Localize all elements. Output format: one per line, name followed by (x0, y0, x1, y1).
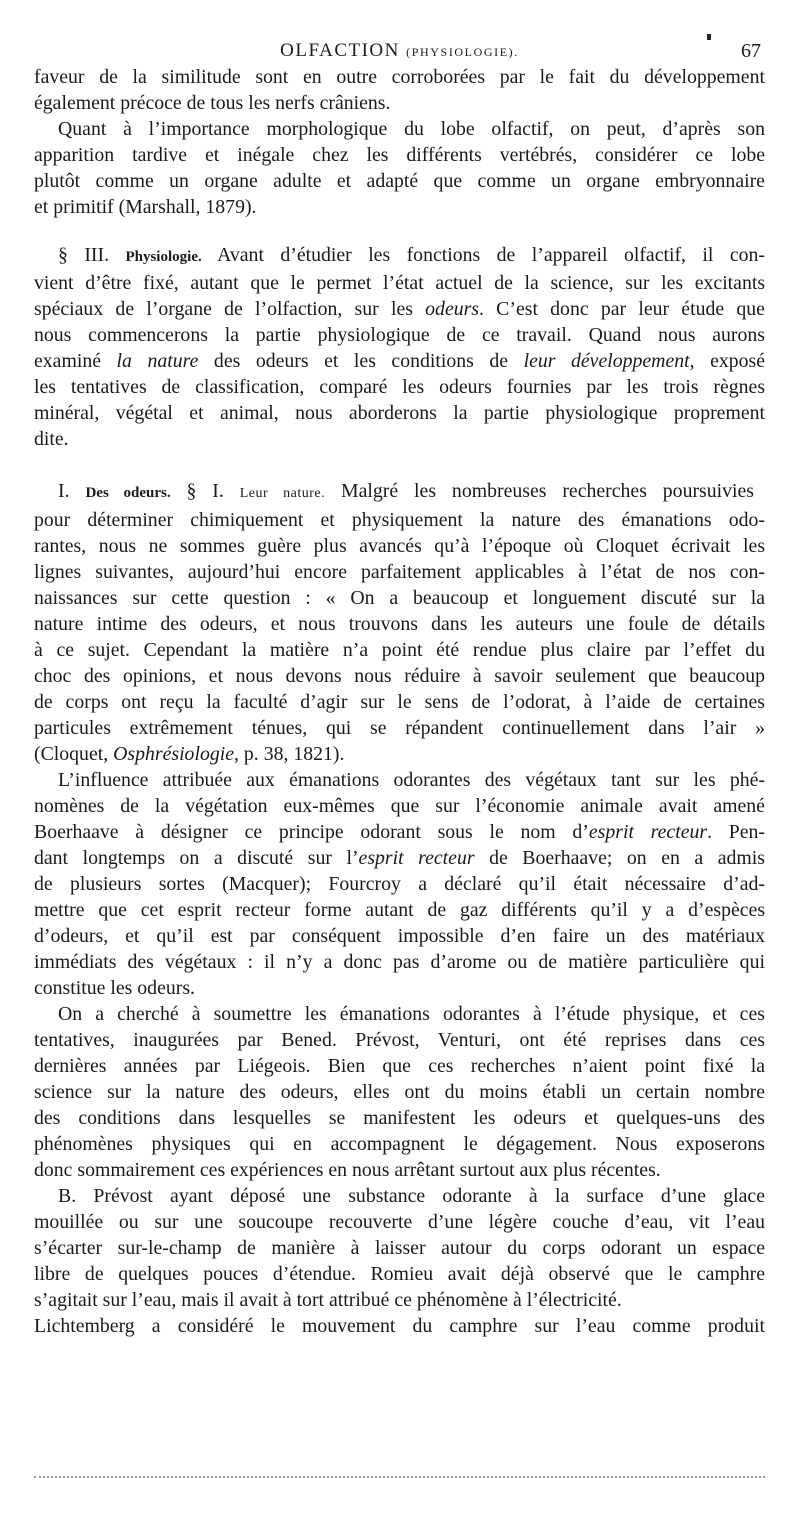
text-line: choc des opinions, et nous devons nous réduire à savoir seulement que beaucoup (34, 665, 766, 687)
paragraph-1 (34, 64, 765, 116)
text-line: mettre que cet esprit recteur forme autant de gaz différents qu’il y a d’espèces (34, 899, 766, 921)
text-line: On a cherché à soumettre les émanations odorantes à l’étude physique, et ces (58, 1003, 765, 1025)
text-line (34, 741, 765, 767)
text-line (34, 348, 765, 374)
text-run: des odeurs et les conditions de (198, 350, 524, 372)
paragraph-2 (34, 116, 765, 220)
section-mark: § I. (186, 480, 224, 502)
page-number: 67 (741, 40, 761, 62)
subsection-number: I. (58, 480, 70, 502)
text-line: faveur de la similitude sont en outre corroborées par le fait du développement (34, 66, 765, 88)
running-title (34, 40, 765, 62)
bottom-dotted-rule (34, 1476, 765, 1478)
text-line: dite. (34, 428, 69, 450)
text-line: dernières années par Liégeois. Bien que ces recherches n’aient point fixé la (34, 1055, 765, 1077)
text-run: (Cloquet, (34, 743, 114, 765)
text-line: pour déterminer chimiquement et physiquement la nature des émanations odo- (34, 509, 765, 531)
text-line: tentatives, inaugurées par Bened. Prévost, Venturi, ont été reprises dans ces (34, 1029, 765, 1051)
text-line (34, 845, 765, 871)
text-line (34, 242, 765, 270)
paragraph-6 (34, 1001, 765, 1183)
text-line: phénomènes physiques qui en accompagnent le dégagement. Nous exposerons (34, 1133, 765, 1155)
italic-run: odeurs (425, 298, 480, 320)
paragraph-7 (34, 1183, 765, 1339)
italic-run: leur développement (523, 350, 690, 372)
text-line: science sur la nature des odeurs, elles ont du moins établi un certain nombre (34, 1081, 766, 1103)
text-line: B. Prévost ayant déposé une substance odorante à la surface d’une glace (58, 1185, 765, 1207)
text-line (34, 478, 765, 507)
section-heading: Physiologie. (125, 249, 202, 265)
text-line: lignes suivantes, aujourd’hui encore parfaitement applicables à l’état de nos con- (34, 561, 766, 583)
text-line: de plusieurs sortes (Macquer); Fourcroy a déclaré qu’il était nécessaire d’ad- (34, 873, 765, 895)
text-run: dant longtemps on a discuté sur l’ (34, 847, 359, 869)
text-run: spéciaux de l’organe de l’olfaction, sur les (34, 298, 426, 320)
text-line: mouillée ou sur une soucoupe recouverte d’une légère couche d’eau, vit l’eau (34, 1211, 765, 1233)
running-header (34, 34, 765, 64)
text-run: , p. 38, 1821). (234, 743, 345, 765)
running-title-sub: (PHYSIOLOGIE). (406, 45, 519, 59)
text-line: minéral, végétal et animal, nous aborderons la partie physiologique proprement (34, 402, 766, 424)
text-line: également précoce de tous les nerfs crâniens. (34, 92, 391, 114)
text-line: s’écarter sur-le-champ de manière à laisser autour du corps odorant un espace (34, 1237, 766, 1259)
text-line: Quant à l’importance morphologique du lobe olfactif, on peut, d’après son (58, 118, 765, 140)
section-heading: Leur nature. (239, 486, 326, 501)
text-line: nous commencerons la partie physiologique de ce travail. Quand nous aurons (34, 324, 766, 346)
text-run: Malgré les nombreuses recherches poursuivies (325, 480, 755, 502)
text-line: nature intime des odeurs, et nous trouvons dans les auteurs une foule de détails (34, 613, 766, 635)
text-line: à ce sujet. Cependant la matière n’a point été rendue plus claire par l’effet du (34, 639, 765, 661)
text-run: , exposé (689, 350, 766, 372)
italic-run: esprit recteur (358, 847, 475, 869)
text-line: de corps ont reçu la faculté d’agir sur le sens de l’odorat, à l’aide de certaines (34, 691, 765, 713)
text-line: constitue les odeurs. (34, 977, 195, 999)
text-line: nomènes de la végétation eux-mêmes que sur l’économie animale avait amené (34, 795, 765, 817)
document-page (34, 34, 765, 1339)
text-run: . C’est donc par leur étude que (479, 298, 765, 320)
text-run: Avant d’étudier les fonctions de l’appareil olfactif, il con- (201, 244, 765, 266)
text-line: plutôt comme un organe adulte et adapté que comme un organe embryonnaire (34, 170, 765, 192)
text-run: examiné (34, 350, 117, 372)
text-line: vient d’être fixé, autant que le permet l’état actuel de la science, sur les excitants (34, 272, 766, 294)
text-line: apparition tardive et inégale chez les différents vertébrés, considérer ce lobe (34, 144, 766, 166)
italic-run: la nature (116, 350, 199, 372)
text-line: d’odeurs, et qu’il est par conséquent impossible d’en faire un des matériaux (34, 925, 765, 947)
italic-run: esprit recteur (588, 821, 708, 843)
italic-run: Osphrésiologie (113, 743, 235, 765)
text-line (34, 296, 765, 322)
text-line: naissances sur cette question : « On a beaucoup et longuement discuté sur la (34, 587, 766, 609)
text-line: des conditions dans lesquelles se manifestent les odeurs et quelques-uns des (34, 1107, 766, 1129)
text-run: Boerhaave à désigner ce principe odorant sous le nom d’ (34, 821, 589, 843)
section-des-odeurs (34, 478, 765, 767)
paragraph-5 (34, 767, 765, 1001)
running-title-main: OLFACTION (280, 40, 400, 61)
subsection-label: Des odeurs. (85, 485, 171, 501)
text-line: s’agitait sur l’eau, mais il avait à tort attribué ce phénomène à l’électricité. (34, 1289, 622, 1311)
text-line: rantes, nous ne sommes guère plus avancés qu’à l’époque où Cloquet écrivait les (34, 535, 766, 557)
text-line: Lichtemberg a considéré le mouvement du camphre sur l’eau comme produit (34, 1315, 765, 1337)
section-physiologie (34, 242, 765, 452)
text-line: L’influence attribuée aux émanations odorantes des végétaux tant sur les phé- (58, 769, 765, 791)
text-line: particules extrêmement ténues, qui se répandent continuellement dans l’air » (34, 717, 765, 739)
text-run: de Boerhaave; on en a admis (474, 847, 765, 869)
text-line: les tentatives de classification, comparé les odeurs fournies par les trois règnes (34, 376, 766, 398)
text-run: . Pen- (707, 821, 766, 843)
text-line: donc sommairement ces expériences en nous arrêtant surtout aux plus récentes. (34, 1159, 661, 1181)
text-line: libre de quelques pouces d’étendue. Romieu avait déjà observé que le camphre (34, 1263, 765, 1285)
section-mark: § III. (58, 244, 110, 266)
text-line (34, 819, 765, 845)
text-line: immédiats des végétaux : il n’y a donc pas d’arome ou de matière particulière qui (34, 951, 765, 973)
text-line: et primitif (Marshall, 1879). (34, 196, 257, 218)
